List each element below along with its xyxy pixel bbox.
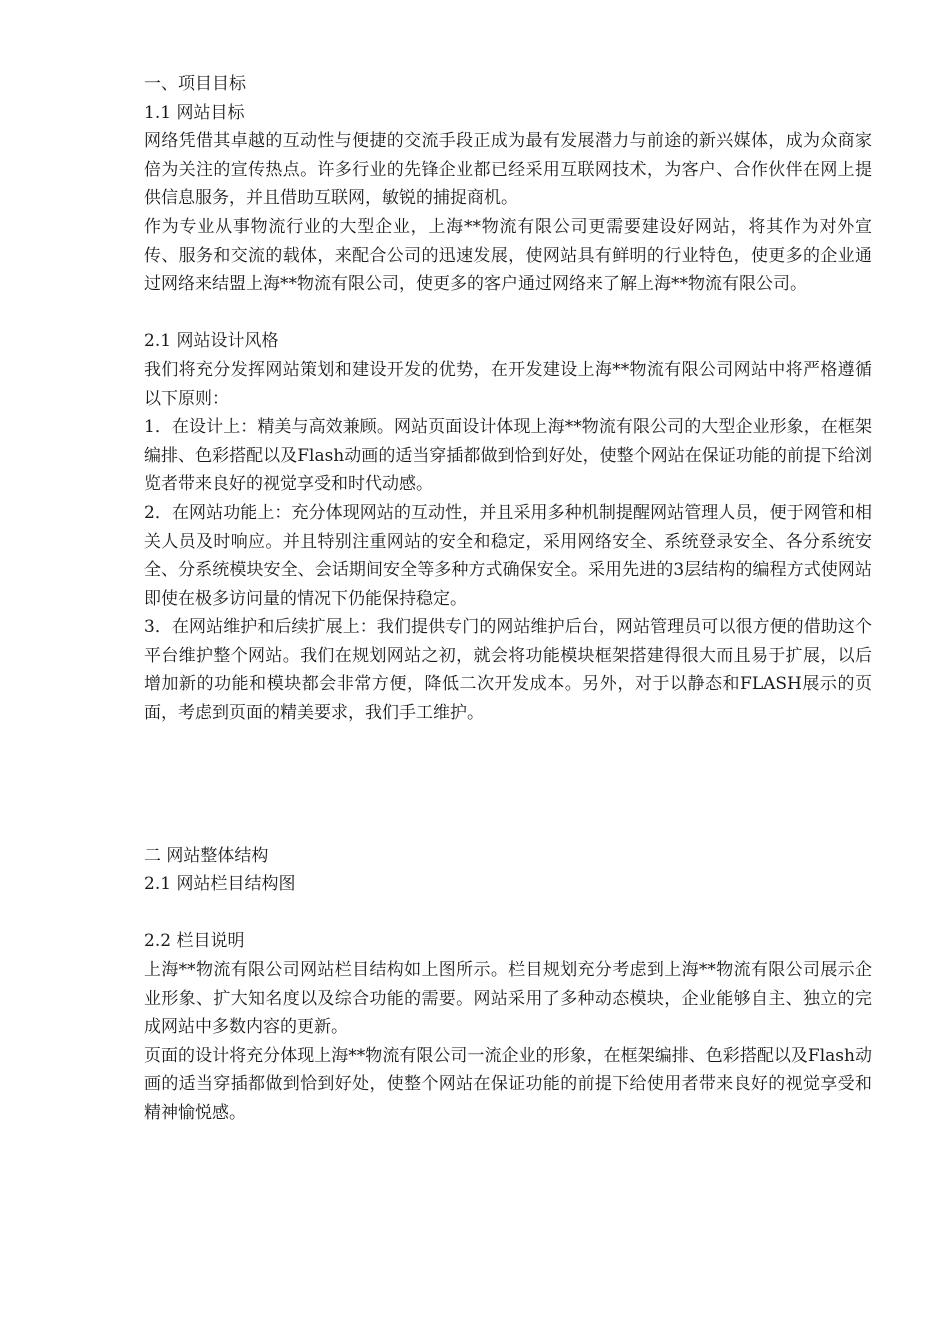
blank-line bbox=[144, 899, 872, 928]
section-2-1-style-heading: 2.1 网站设计风格 bbox=[144, 331, 279, 352]
paragraph-website-goal-1: 网络凭借其卓越的互动性与便捷的交流手段正成为最有发展潜力与前途的新兴媒体，成为众商家倍为关注的宣传热点。许多行业的先锋企业都已经采用互联网技术，为客户、合作伙伴在网上提供信息服务，并且借助互联网，敏锐的捕捉商机。 bbox=[144, 131, 872, 209]
paragraph-column-description-2: 页面的设计将充分体现上海**物流有限公司一流企业的形象，在框架编排、色彩搭配以及Flash动画的适当穿插都做到恰到好处，使整个网站在保证功能的前提下给使用者带来良好的视觉享受和精神愉悦感。 bbox=[144, 1045, 872, 1123]
section-2-2-heading: 2.2 栏目说明 bbox=[144, 931, 245, 952]
section-2-heading: 二 网站整体结构 bbox=[144, 845, 269, 866]
blank-line bbox=[144, 299, 872, 328]
paragraph-column-description-1: 上海**物流有限公司网站栏目结构如上图所示。栏目规划充分考虑到上海**物流有限公司展示企业形象、扩大知名度以及综合功能的需要。网站采用了多种动态模块，企业能够自主、独立的完成网站中多数内容的更新。 bbox=[144, 960, 872, 1038]
spacer bbox=[144, 728, 872, 842]
document-page bbox=[144, 70, 872, 1128]
section-1-heading: 一、项目目标 bbox=[144, 74, 246, 94]
paragraph-design-intro: 我们将充分发挥网站策划和建设开发的优势，在开发建设上海**物流有限公司网站中将严格遵循以下原则： bbox=[144, 359, 872, 409]
section-1-1-heading: 1.1 网站目标 bbox=[144, 102, 245, 123]
paragraph-principle-2: 2．在网站功能上：充分体现网站的互动性，并且采用多种机制提醒网站管理人员，便于网管和相关人员及时响应。并且特别注重网站的安全和稳定，采用网络安全、系统登录安全、各分系统安全、分系统模块安全、会话期间安全等多种方式确保安全。采用先进的3层结构的编程方式使网站即使在极多访问量的情况下仍能保持稳定。 bbox=[144, 502, 872, 609]
paragraph-principle-3: 3．在网站维护和后续扩展上：我们提供专门的网站维护后台，网站管理员可以很方便的借助这个平台维护整个网站。我们在规划网站之初，就会将功能模块框架搭建得很大而且易于扩展，以后增加新的功能和模块都会非常方便，降低二次开发成本。另外，对于以静态和FLASH展示的页面，考虑到页面的精美要求，我们手工维护。 bbox=[144, 617, 872, 724]
paragraph-website-goal-2: 作为专业从事物流行业的大型企业，上海**物流有限公司更需要建设好网站，将其作为对外宣传、服务和交流的载体，来配合公司的迅速发展，使网站具有鲜明的行业特色，使更多的企业通过网络来结盟上海**物流有限公司，使更多的客户通过网络来了解上海**物流有限公司。 bbox=[144, 216, 872, 295]
section-2-1-structure-heading: 2.1 网站栏目结构图 bbox=[144, 874, 296, 895]
paragraph-principle-1: 1．在设计上：精美与高效兼顾。网站页面设计体现上海**物流有限公司的大型企业形象，在框架编排、色彩搭配以及Flash动画的适当穿插都做到恰到好处，使整个网站在保证功能的前提下给浏览者带来良好的视觉享受和时代动感。 bbox=[144, 417, 872, 495]
